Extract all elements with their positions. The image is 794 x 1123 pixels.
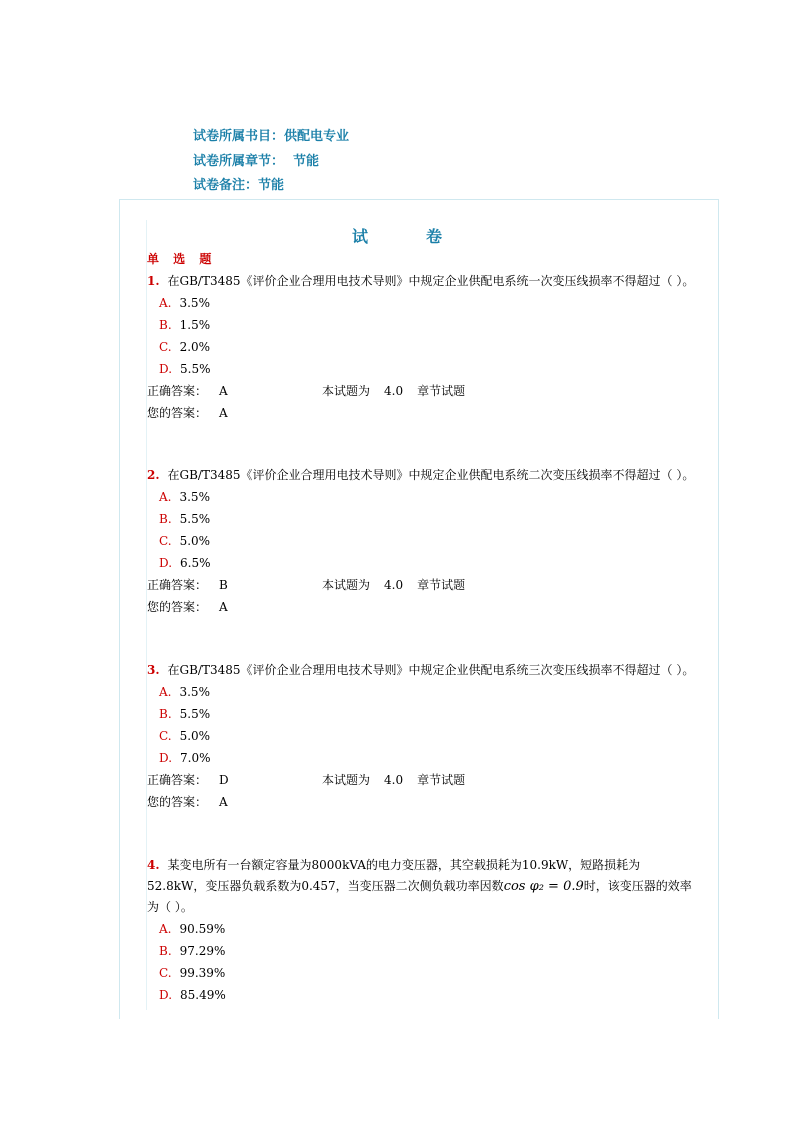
question-text-after: 时，该变压器的效率为（ ）。 [147, 879, 692, 914]
option-c[interactable]: C. 5.0% [159, 729, 211, 743]
correct-answer-row: 正确答案： A 本试题为 4.0 章节试题 [147, 384, 466, 398]
question-stem [147, 465, 697, 486]
question-stem [147, 660, 697, 681]
meta-chapter: 试卷所属章节： 节能 [193, 153, 320, 169]
question-stem [147, 271, 697, 292]
question-4 [147, 855, 697, 1006]
question-text: 在GB/T3485《评价企业合理用电技术导则》中规定企业供配电系统一次变压线损率不得超过（ ）。 [167, 274, 695, 288]
question-1 [147, 271, 697, 424]
your-answer-row: 您的答案： A [147, 600, 228, 614]
option-b[interactable]: B. 1.5% [159, 318, 211, 332]
your-answer-row: 您的答案： A [147, 406, 228, 420]
option-a[interactable]: A. 3.5% [159, 296, 210, 310]
option-c[interactable]: C. 5.0% [159, 534, 211, 548]
correct-answer-row: 正确答案： D 本试题为 4.0 章节试题 [147, 773, 466, 787]
option-d[interactable]: D. 6.5% [159, 556, 211, 570]
option-c[interactable]: C. 2.0% [159, 340, 211, 354]
option-d[interactable]: D. 7.0% [159, 751, 211, 765]
question-number: 1. [147, 274, 160, 288]
correct-answer-row: 正确答案： B 本试题为 4.0 章节试题 [147, 578, 466, 592]
meta-book: 试卷所属书目：供配电专业 [193, 129, 350, 144]
your-answer-row: 您的答案： A [147, 795, 228, 809]
question-number: 2. [147, 468, 160, 482]
question-3 [147, 660, 697, 813]
option-c[interactable]: C. 99.39% [159, 966, 226, 980]
question-number: 4. [147, 858, 160, 872]
option-a[interactable]: A. 3.5% [159, 490, 210, 504]
meta-note: 试卷备注：节能 [193, 178, 285, 193]
paper-meta [193, 128, 349, 202]
option-d[interactable]: D. 5.5% [159, 362, 211, 376]
question-text: 在GB/T3485《评价企业合理用电技术导则》中规定企业供配电系统二次变压线损率不得超过（ ）。 [167, 468, 695, 482]
paper-title [0, 224, 794, 247]
option-d[interactable]: D. 85.49% [159, 988, 226, 1002]
question-2 [147, 465, 697, 618]
section-heading: 单 选 题 [147, 252, 217, 266]
question-text: 在GB/T3485《评价企业合理用电技术导则》中规定企业供配电系统三次变压线损率不得超过（ ）。 [167, 663, 695, 677]
question-stem [147, 855, 697, 918]
option-b[interactable]: B. 5.5% [159, 707, 211, 721]
paper-title-char-1: 试 [351, 227, 368, 246]
option-b[interactable]: B. 5.5% [159, 512, 211, 526]
question-text-before: 某变电所有一台额定容量为8000kVA的电力变压器，其空载损耗为10.9kW，短路损耗为52.8kW，变压器负载系数为0.457，当变压器二次侧负载功率因数 [147, 858, 641, 893]
question-number: 3. [147, 663, 160, 677]
option-a[interactable]: A. 90.59% [159, 922, 226, 936]
option-a[interactable]: A. 3.5% [159, 685, 210, 699]
option-b[interactable]: B. 97.29% [159, 944, 226, 958]
power-factor-formula: cos φ₂ = 0.9 [503, 879, 584, 894]
paper-title-char-2: 卷 [426, 227, 443, 246]
